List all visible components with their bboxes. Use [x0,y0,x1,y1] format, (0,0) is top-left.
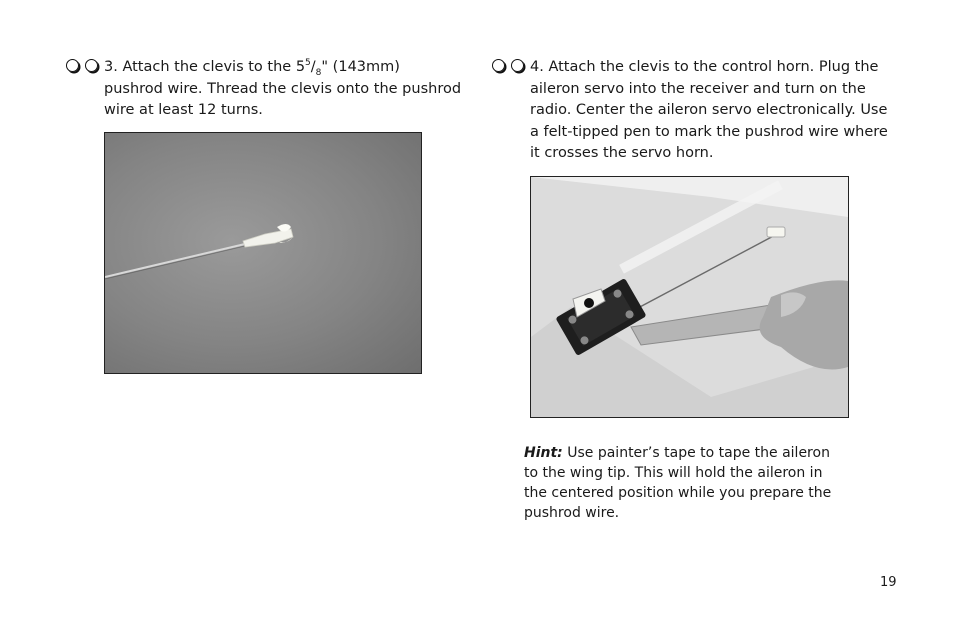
fraction-denominator: 8 [315,67,322,78]
step-3-number: 3. [104,59,118,75]
servo-photo-illustration [531,177,848,417]
checkbox-icon[interactable] [511,59,524,72]
step-4-checkboxes[interactable] [492,56,530,78]
step-4-text-line-3: radio. Center the aileron servo electronically. Use [530,102,888,118]
hint-label: Hint: [524,445,563,461]
step-3-checkboxes[interactable] [66,56,104,78]
pushrod-wire [105,244,245,277]
step-4-text-line-5: it crosses the servo horn. [530,145,714,161]
step-4-text-line-2: aileron servo into the receiver and turn on the [530,80,866,97]
step-3-text-line-1-end: " (143mm) [321,59,400,75]
control-horn [767,227,785,237]
checkbox-icon[interactable] [66,59,79,72]
clevis-photo-illustration [105,133,421,373]
hint-text-line-1: Use painter’s tape to tape the aileron [567,445,830,461]
fraction-separator: / [310,59,316,75]
fraction-numerator: 5 [305,58,311,69]
hint-text-line-2: to the wing tip. This will hold the aileron in [524,465,823,481]
hint-text-line-3: the centered position while you prepare the [524,485,832,501]
step-4-text-line-4: a felt-tipped pen to mark the pushrod wire where [530,123,888,140]
step-3-text-line-2: pushrod wire. Thread the clevis onto the pushrod [104,80,462,97]
hint-note [524,443,831,523]
hint-text-line-4: pushrod wire. [524,505,620,521]
step-3-text-line-1: Attach the clevis to the 5 [122,59,306,75]
step-4-text-line-1: Attach the clevis to the control horn. Plug the [548,59,879,75]
checkbox-icon[interactable] [85,59,98,72]
step-4 [492,56,888,165]
page-number: 19 [880,575,897,590]
servo-marking-photo [530,176,849,418]
step-3 [66,56,461,122]
checkbox-icon[interactable] [492,59,505,72]
step-4-number: 4. [530,59,544,75]
clevis-on-pushrod-photo [104,132,422,374]
clevis [243,229,293,247]
step-3-text-line-3: wire at least 12 turns. [104,102,263,118]
